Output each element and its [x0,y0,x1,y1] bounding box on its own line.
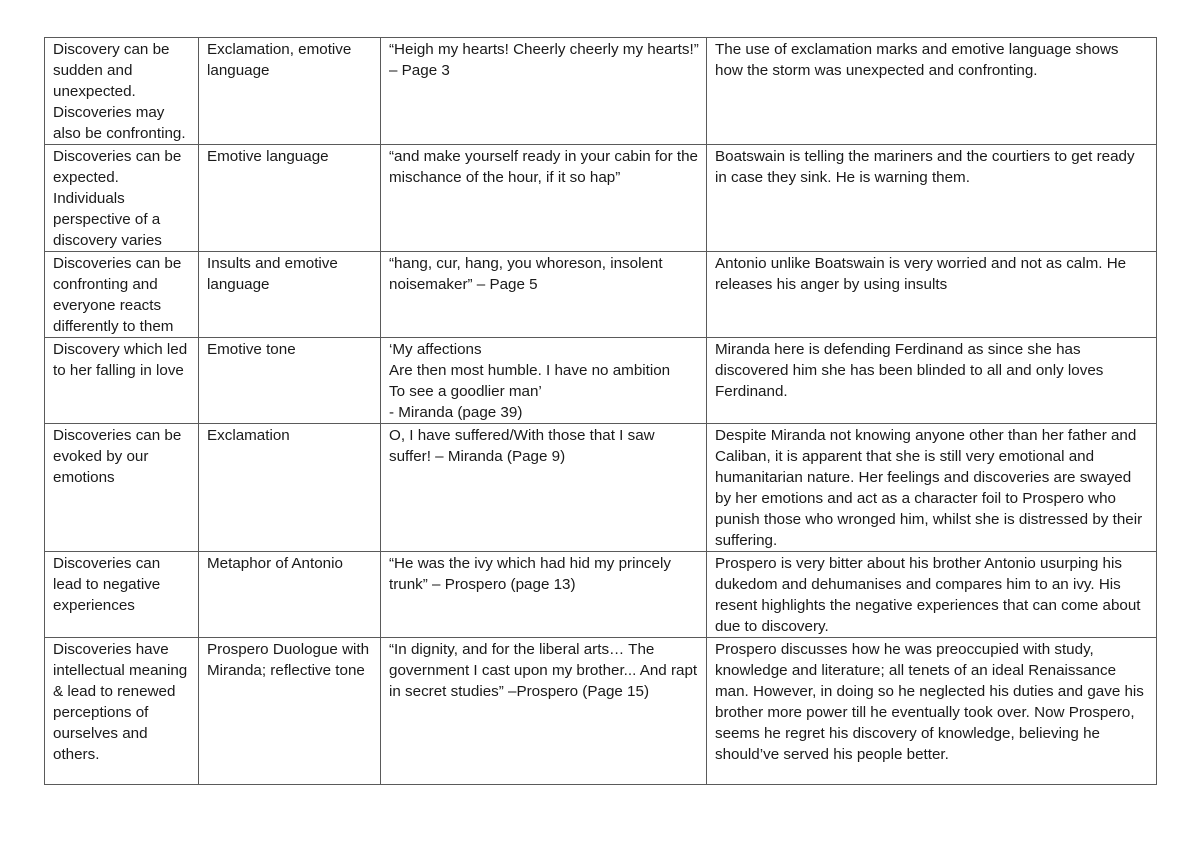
quote-cell: “Heigh my hearts! Cheerly cheerly my hearts!” – Page 3 [381,38,707,145]
table-row [45,38,1157,145]
quote-cell: “In dignity, and for the liberal arts… The government I cast upon my brother... And rapt in secret studies” –Prospero (Page 15) [381,638,707,785]
quote-cell: O, I have suffered/With those that I saw suffer! – Miranda (Page 9) [381,424,707,552]
technique-cell: Emotive language [199,145,381,252]
analysis-cell: Boatswain is telling the mariners and the courtiers to get ready in case they sink. He is warning them. [707,145,1157,252]
technique-cell: Metaphor of Antonio [199,552,381,638]
analysis-cell: Prospero is very bitter about his brother Antonio usurping his dukedom and dehumanises and compares him to an ivy. His resent highlights the negative experiences that can come about due to discovery. [707,552,1157,638]
technique-cell: Exclamation [199,424,381,552]
table-row [45,552,1157,638]
analysis-cell: Despite Miranda not knowing anyone other than her father and Caliban, it is apparent that she is still very emotional and humanitarian nature. Her feelings and discoveries are swayed by her emotions and act as a character foil to Prospero who punish those who wronged him, whilst she is distressed by their suffering. [707,424,1157,552]
technique-cell: Exclamation, emotive language [199,38,381,145]
technique-cell: Insults and emotive language [199,252,381,338]
table-row [45,252,1157,338]
theme-cell: Discoveries can lead to negative experiences [45,552,199,638]
theme-cell: Discoveries can be evoked by our emotions [45,424,199,552]
quote-cell: ‘My affections Are then most humble. I have no ambition To see a goodlier man’ - Miranda (page 39) [381,338,707,424]
table-row [45,145,1157,252]
table-row [45,424,1157,552]
analysis-cell: Miranda here is defending Ferdinand as since she has discovered him she has been blinded to all and only loves Ferdinand. [707,338,1157,424]
analysis-cell: Antonio unlike Boatswain is very worried and not as calm. He releases his anger by using insults [707,252,1157,338]
theme-cell: Discovery can be sudden and unexpected. Discoveries may also be confronting. [45,38,199,145]
quote-cell: “He was the ivy which had hid my princely trunk” – Prospero (page 13) [381,552,707,638]
analysis-cell: The use of exclamation marks and emotive language shows how the storm was unexpected and confronting. [707,38,1157,145]
theme-cell: Discovery which led to her falling in love [45,338,199,424]
quote-cell: “and make yourself ready in your cabin for the mischance of the hour, if it so hap” [381,145,707,252]
technique-cell: Prospero Duologue with Miranda; reflective tone [199,638,381,785]
theme-cell: Discoveries have intellectual meaning & lead to renewed perceptions of ourselves and others. [45,638,199,785]
table-row [45,638,1157,785]
analysis-cell: Prospero discusses how he was preoccupied with study, knowledge and literature; all tenets of an ideal Renaissance man. However, in doing so he neglected his duties and gave his brother more power till he eventually took over. Now Prospero, seems he regret his discovery of knowledge, believing he should’ve served his people better. [707,638,1157,785]
table-row [45,338,1157,424]
discovery-analysis-table [44,37,1157,785]
quote-cell: “hang, cur, hang, you whoreson, insolent noisemaker” – Page 5 [381,252,707,338]
theme-cell: Discoveries can be confronting and everyone reacts differently to them [45,252,199,338]
technique-cell: Emotive tone [199,338,381,424]
theme-cell: Discoveries can be expected. Individuals perspective of a discovery varies [45,145,199,252]
